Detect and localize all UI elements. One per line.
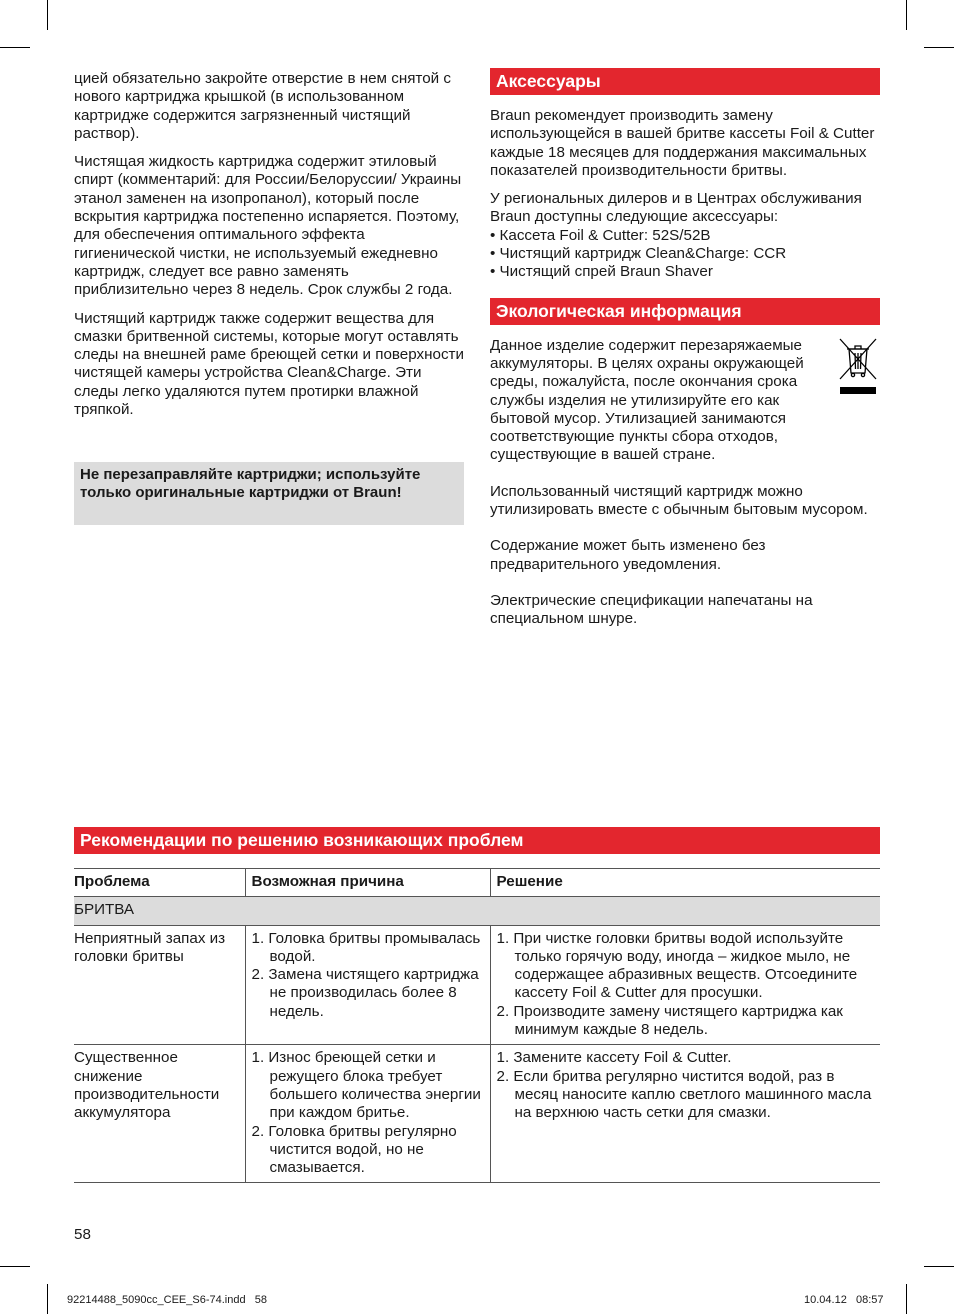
list-item: 2. Головка бритвы регулярно чистится водой, но не смазывается.: [251, 1122, 457, 1177]
eco-heading: Экологическая информация: [490, 298, 880, 325]
table-row: [74, 925, 880, 1045]
paragraph: Использованный чистящий картридж можно утилизировать вместе с обычным бытовым мусором.: [490, 482, 868, 519]
cause-cell: [245, 925, 490, 1045]
cause-cell: [245, 1045, 490, 1183]
paragraph: Данное изделие содержит перезаряжаемые аккумуляторы. В целях охраны окружающей среды, пожалуйста, после окончания срока службы изделия не утилизируйте его как бытовой мусор. Утилизацией занимаются соответствующие пункты сбора отходов, существующие в вашей стране.: [490, 336, 804, 464]
paragraph: Braun рекомендует производить замену использующейся в вашей бритве кассеты Foil & Cutter каждые 18 месяцев для поддержания максимальных показателей производительности бритвы.: [490, 107, 875, 179]
category-label: БРИТВА: [74, 897, 880, 925]
crop-mark: [47, 0, 48, 30]
list-item: • Кассета Foil & Cutter: 52S/52B: [490, 227, 880, 245]
solution-cell: [490, 925, 880, 1045]
category-row: [74, 897, 880, 925]
paragraph: У региональных дилеров и в Центрах обслуживания Braun доступны следующие аксессуары:: [490, 190, 862, 226]
list-item: 1. Замените кассету Foil & Cutter.: [496, 1049, 732, 1067]
list-item: 1. Головка бритвы промывалась водой.: [251, 929, 481, 965]
column-header: Возможная причина: [245, 869, 490, 897]
eco-section: [490, 337, 880, 629]
crop-mark: [924, 47, 954, 48]
problem-cell: Существенное снижение производительности аккумулятора: [74, 1045, 245, 1183]
paragraph: Содержание может быть изменено без предварительного уведомления.: [490, 537, 766, 573]
accessories-heading: Аксессуары: [490, 68, 880, 95]
left-column: [74, 70, 466, 429]
crop-mark: [906, 0, 907, 30]
problem-cell: Неприятный запах из головки бритвы: [74, 925, 245, 1045]
paragraph: Электрические спецификации напечатаны на специальном шнуре.: [490, 591, 813, 628]
table-header-row: [74, 869, 880, 897]
list-item: 2. Если бритва регулярно чистится водой, раз в месяц наносите каплю светлого машинного масла на верхнюю часть сетки для смазки.: [496, 1067, 872, 1122]
refill-warning-box: Не перезаправляйте картриджи; используйте только оригинальные картриджи от Braun!: [74, 462, 464, 525]
list-item: • Чистящий картридж Clean&Charge: CCR: [490, 245, 880, 263]
list-item: 2. Замена чистящего картриджа не производилась более 8 недель.: [251, 966, 479, 1020]
paragraph: Чистящий картридж также содержит вещества для смазки бритвенной системы, которые могут оставлять следы на внешней раме бреющей сетки и поверхности чистящей камеры устройства Clean&Charge. Эти следы легко удаляются путем протирки влажной тряпкой.: [74, 309, 464, 419]
list-item: • Чистящий спрей Braun Shaver: [490, 263, 880, 281]
list-item: 1. Износ бреющей сетки и режущего блока требует большего количества энергии при каждом бритье.: [251, 1049, 481, 1122]
troubleshooting-table: [74, 868, 880, 1183]
page-number: 58: [74, 1226, 91, 1243]
accessories-list: [490, 227, 880, 282]
paragraph: Чистящая жидкость картриджа содержит этиловый спирт (комментарий: для России/Белоруссии/ Украины этанол заменен на изопропанол), который после вскрытия картриджа постепенно испаряется. Поэтому, для обеспечения оптимального эффекта гигиенической чистки, не используемый ежедневно картридж, следует все равно заменять приблизительно через 8 недель. Срок службы 2 года.: [74, 153, 462, 299]
crop-mark: [924, 1266, 954, 1267]
print-slug-file: 92214488_5090cc_CEE_S6-74.indd 58: [67, 1294, 267, 1306]
column-header: Решение: [490, 869, 880, 897]
crop-mark: [0, 1266, 30, 1267]
right-column: [490, 68, 880, 639]
troubleshooting-heading: Рекомендации по решению возникающих проблем: [74, 827, 880, 854]
crop-mark: [0, 47, 30, 48]
solution-cell: [490, 1045, 880, 1183]
crop-mark: [906, 1284, 907, 1314]
print-slug-date: 10.04.12 08:57: [804, 1294, 884, 1306]
crop-mark: [47, 1284, 48, 1314]
table-row: [74, 1045, 880, 1183]
paragraph: цией обязательно закройте отверстие в нем снятой с нового картриджа крышкой (в использованном картридже содержится загрязненный чистящий раствор).: [74, 70, 451, 142]
list-item: 2. Производите замену чистящего картриджа как минимум каждые 8 недель.: [496, 1002, 843, 1039]
list-item: 1. При чистке головки бритвы водой используйте только горячую воду, иногда – жидкое мыло, не содержащее абразивных веществ. Отсоедините кассету Foil & Cutter для просушки.: [496, 929, 858, 1002]
column-header: Проблема: [74, 869, 245, 897]
crossed-out-bin-icon: [838, 337, 878, 397]
